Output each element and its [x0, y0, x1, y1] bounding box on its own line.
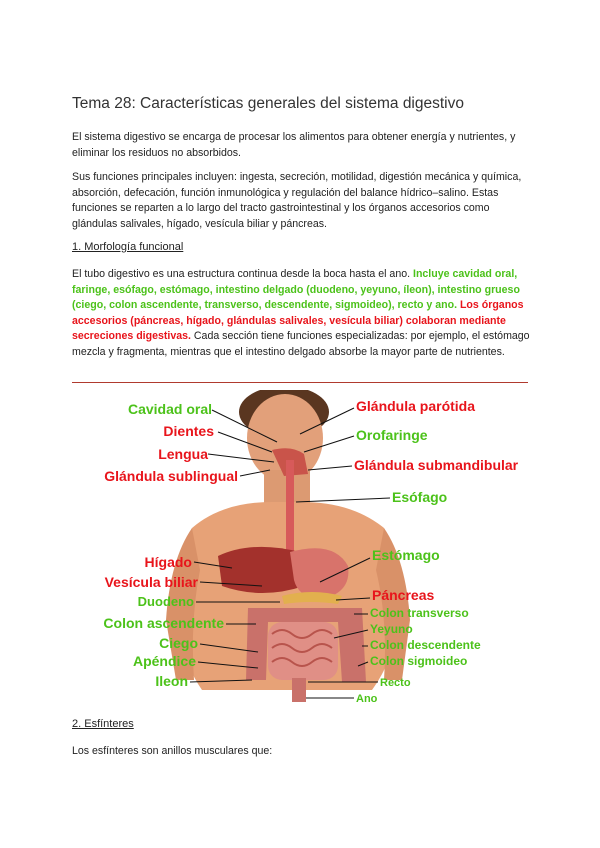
- label-glandula-sublingual: Glándula sublingual: [104, 468, 238, 484]
- label-lengua: Lengua: [158, 446, 208, 462]
- label-glandula-submandibular: Glándula submandibular: [354, 457, 519, 473]
- section-1-text-green: Incluye cavidad oral, faringe, esófago, estómago, intestino delgado (duodeno, yeyuno, íleon), intestino grueso (ciego, colon ascendente, transverso, descendente, sigmoideo), recto y ano.: [72, 268, 520, 311]
- section-1-text-start: El tubo digestivo es una estructura continua desde la boca hasta el ano.: [72, 268, 413, 280]
- label-colon-ascendente: Colon ascendente: [103, 615, 224, 631]
- label-colon-sigmoideo: Colon sigmoideo: [370, 654, 468, 668]
- label-ileon: Ileon: [155, 673, 188, 689]
- label-ano: Ano: [356, 693, 378, 705]
- section-1-text-red: Los órganos accesorios (páncreas, hígado, glándulas salivales, vesícula biliar) colaboran mediante secreciones digestivas.: [72, 299, 524, 342]
- label-cavidad-oral: Cavidad oral: [127, 401, 212, 417]
- section-2-heading: 2. Esfínteres: [72, 718, 134, 730]
- label-duodeno: Duodeno: [137, 594, 194, 609]
- label-yeyuno: Yeyuno: [370, 622, 413, 636]
- label-apendice: Apéndice: [132, 653, 196, 669]
- section-1-paragraph: [72, 267, 532, 360]
- section-2-paragraph: Los esfínteres son anillos musculares que:: [72, 745, 273, 757]
- section-1-text-end: Cada sección tiene funciones especializadas: por ejemplo, el estómago mezcla y fragmenta, mientras que el intestino delgado absorbe la mayor parte de nutrientes.: [72, 330, 530, 358]
- functions-paragraph: Sus funciones principales incluyen: ingesta, secreción, motilidad, digestión mecánica y química, absorción, defecación, función inmunológica y regulación del balance hídrico–salino. Estas funciones se reparten a lo largo del tracto gastrointestinal y los órganos accesorios como glándulas salivales, hígado, vesícula biliar y páncreas.: [72, 171, 522, 230]
- label-pancreas: Páncreas: [372, 587, 435, 603]
- label-glandula-parotida: Glándula parótida: [356, 398, 476, 414]
- label-higado: Hígado: [144, 554, 192, 570]
- intro-paragraph: El sistema digestivo se encarga de procesar los alimentos para obtener energía y nutrientes, y eliminar los residuos no absorbidos.: [72, 131, 516, 159]
- label-recto: Recto: [380, 677, 411, 689]
- label-estomago: Estómago: [372, 547, 440, 563]
- label-colon-transverso: Colon transverso: [370, 606, 469, 620]
- section-divider: [72, 382, 528, 383]
- label-ciego: Ciego: [159, 635, 198, 651]
- label-colon-descendente: Colon descendente: [370, 638, 481, 652]
- digestive-system-figure: [72, 390, 528, 708]
- labels-right: [354, 398, 519, 705]
- label-orofaringe: Orofaringe: [356, 427, 428, 443]
- label-dientes: Dientes: [163, 423, 214, 439]
- label-esofago: Esófago: [392, 489, 448, 505]
- page-title: Tema 28: Características generales del sistema digestivo: [72, 95, 464, 112]
- section-1-heading: 1. Morfología funcional: [72, 241, 184, 253]
- label-vesicula-biliar: Vesícula biliar: [104, 574, 198, 590]
